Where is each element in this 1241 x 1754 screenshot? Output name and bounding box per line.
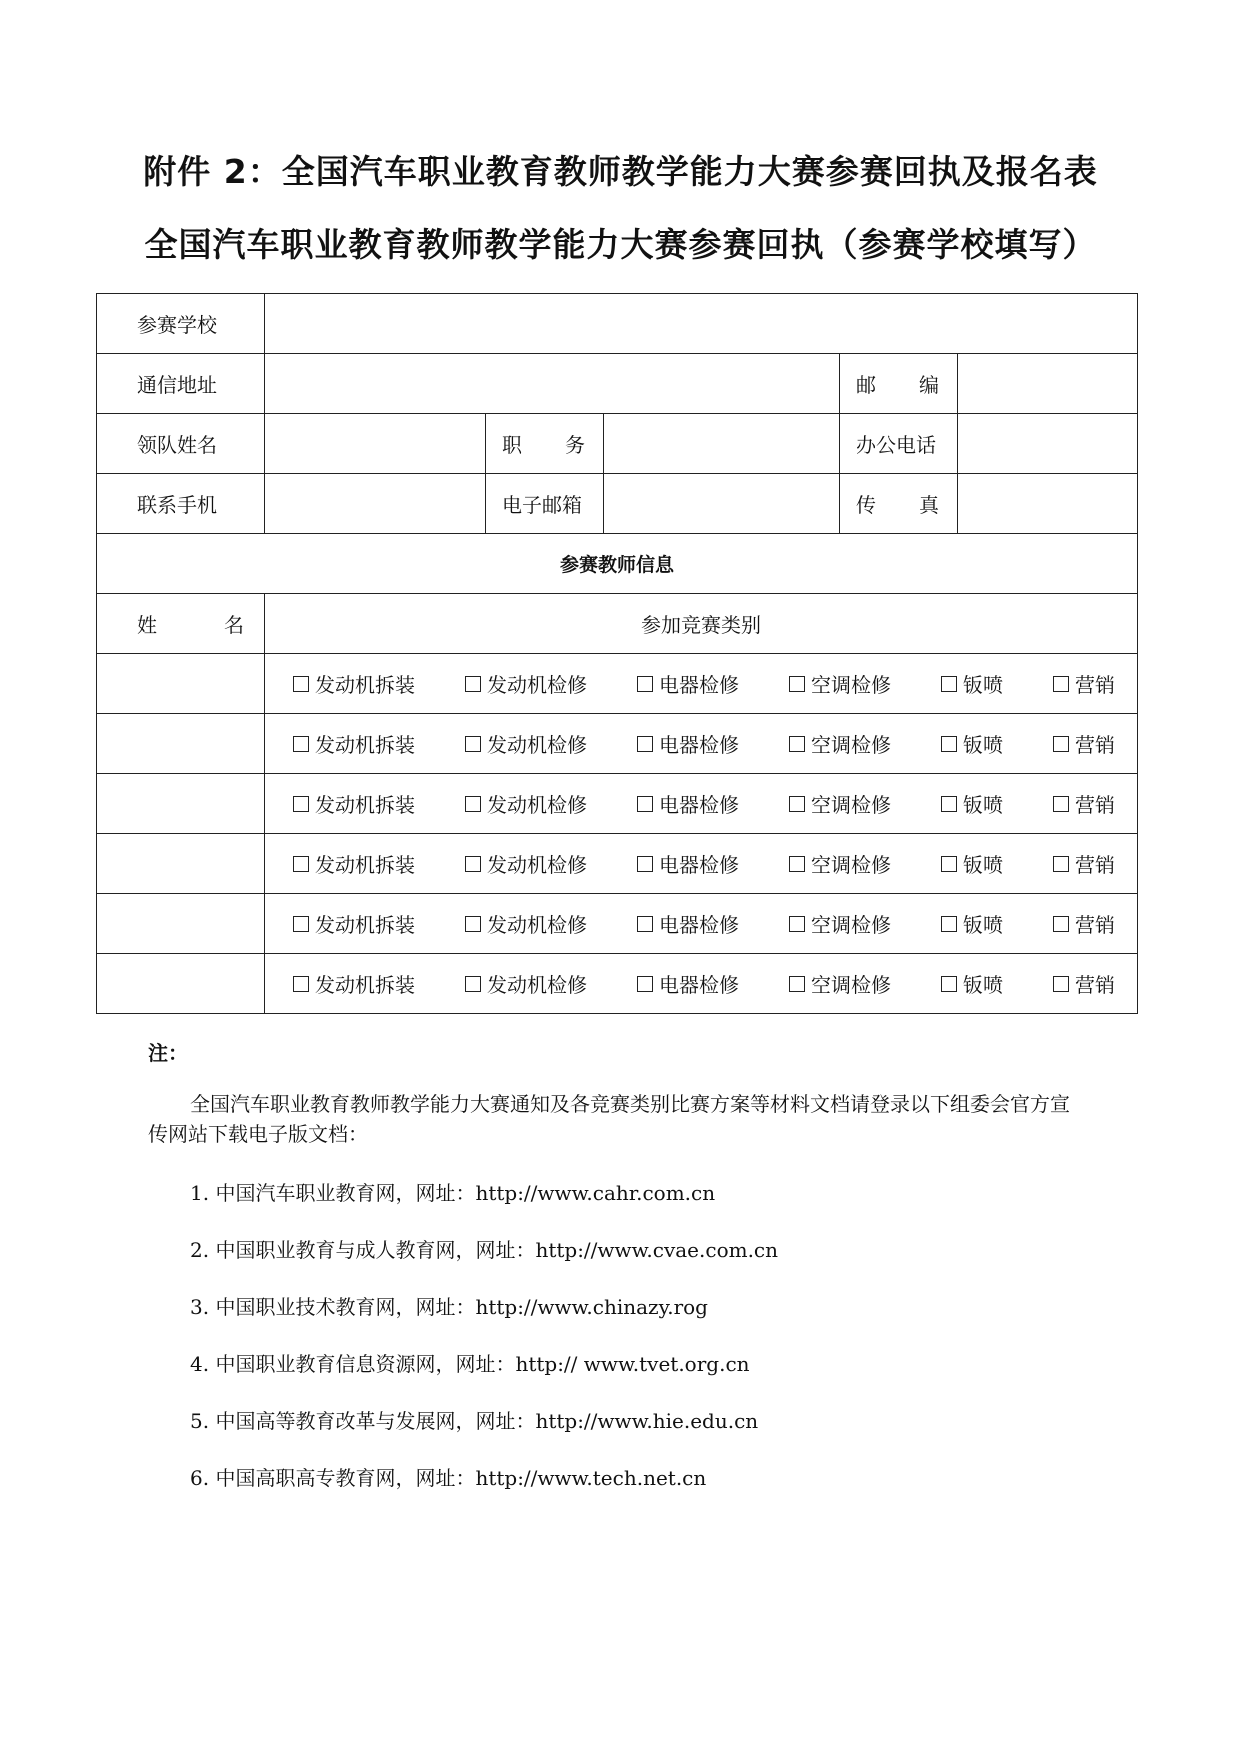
category-label: 钣喷 [963, 853, 1003, 877]
category-option[interactable] [637, 729, 739, 758]
registration-form-table [96, 293, 1138, 1014]
checkbox-icon[interactable] [941, 976, 957, 992]
document-title: 附件 2：全国汽车职业教育教师教学能力大赛参赛回执及报名表 [143, 152, 1098, 191]
category-label: 发动机拆装 [315, 673, 415, 697]
category-option[interactable] [1053, 969, 1115, 998]
address-label: 通信地址 [97, 354, 265, 414]
fax-label: 传 真 [840, 474, 958, 534]
category-option[interactable] [293, 909, 415, 938]
mobile-label: 联系手机 [97, 474, 265, 534]
teacher-section-title: 参赛教师信息 [97, 534, 1138, 594]
website-item: 5. 中国高等教育改革与发展网，网址：http://www.hie.edu.cn [190, 1409, 759, 1433]
category-label: 营销 [1075, 733, 1115, 757]
position-field[interactable] [604, 414, 840, 474]
checkbox-icon[interactable] [465, 676, 481, 692]
checkbox-icon[interactable] [293, 916, 309, 932]
teacher-name-field[interactable] [97, 954, 265, 1014]
form-row-leader [97, 414, 1138, 474]
school-label: 参赛学校 [97, 294, 265, 354]
category-label: 钣喷 [963, 973, 1003, 997]
category-options [265, 954, 1138, 1014]
form-title: 全国汽车职业教育教师教学能力大赛参赛回执（参赛学校填写） [144, 225, 1097, 264]
teacher-row [97, 714, 1138, 774]
category-option[interactable] [789, 849, 891, 878]
category-option[interactable] [637, 909, 739, 938]
category-option[interactable] [465, 909, 587, 938]
form-row-contact [97, 474, 1138, 534]
category-label: 电器检修 [659, 733, 739, 757]
teacher-name-field[interactable] [97, 834, 265, 894]
checkbox-icon[interactable] [941, 676, 957, 692]
website-item: 4. 中国职业教育信息资源网，网址：http:// www.tvet.org.cn [190, 1352, 750, 1376]
teacher-name-field[interactable] [97, 894, 265, 954]
category-label: 空调检修 [811, 733, 891, 757]
category-header: 参加竞赛类别 [265, 594, 1138, 654]
form-row-school [97, 294, 1138, 354]
category-option[interactable] [789, 909, 891, 938]
checkbox-icon[interactable] [941, 736, 957, 752]
category-option[interactable] [465, 729, 587, 758]
category-option[interactable] [941, 729, 1003, 758]
checkbox-icon[interactable] [293, 736, 309, 752]
category-option[interactable] [465, 969, 587, 998]
teacher-row [97, 894, 1138, 954]
checkbox-icon[interactable] [293, 976, 309, 992]
fax-field[interactable] [958, 474, 1138, 534]
checkbox-icon[interactable] [637, 796, 653, 812]
checkbox-icon[interactable] [637, 976, 653, 992]
address-field[interactable] [265, 354, 840, 414]
category-label: 营销 [1075, 793, 1115, 817]
category-option[interactable] [637, 849, 739, 878]
category-label: 钣喷 [963, 673, 1003, 697]
category-options [265, 894, 1138, 954]
checkbox-icon[interactable] [789, 976, 805, 992]
notes-heading: 注： [148, 1041, 188, 1065]
category-label: 空调检修 [811, 793, 891, 817]
checkbox-icon[interactable] [941, 796, 957, 812]
category-option[interactable] [465, 789, 587, 818]
category-label: 钣喷 [963, 913, 1003, 937]
category-label: 空调检修 [811, 853, 891, 877]
category-label: 空调检修 [811, 973, 891, 997]
category-option[interactable] [293, 789, 415, 818]
category-option[interactable] [941, 669, 1003, 698]
teacher-row [97, 654, 1138, 714]
checkbox-icon[interactable] [637, 736, 653, 752]
category-label: 发动机检修 [487, 973, 587, 997]
teacher-row [97, 834, 1138, 894]
leader-name-label: 领队姓名 [97, 414, 265, 474]
category-label: 发动机拆装 [315, 913, 415, 937]
form-row-header [97, 594, 1138, 654]
email-field[interactable] [604, 474, 840, 534]
category-label: 电器检修 [659, 853, 739, 877]
category-label: 发动机检修 [487, 793, 587, 817]
checkbox-icon[interactable] [465, 856, 481, 872]
checkbox-icon[interactable] [293, 676, 309, 692]
checkbox-icon[interactable] [789, 676, 805, 692]
checkbox-icon[interactable] [1053, 736, 1069, 752]
category-label: 电器检修 [659, 793, 739, 817]
category-option[interactable] [293, 969, 415, 998]
category-label: 钣喷 [963, 733, 1003, 757]
category-label: 营销 [1075, 913, 1115, 937]
checkbox-icon[interactable] [465, 736, 481, 752]
category-option[interactable] [637, 789, 739, 818]
checkbox-icon[interactable] [789, 916, 805, 932]
category-label: 营销 [1075, 853, 1115, 877]
category-option[interactable] [941, 969, 1003, 998]
checkbox-icon[interactable] [465, 796, 481, 812]
office-phone-label: 办公电话 [840, 414, 958, 474]
form-row-section [97, 534, 1138, 594]
teacher-row [97, 954, 1138, 1014]
school-field[interactable] [265, 294, 1138, 354]
category-options [265, 654, 1138, 714]
category-options [265, 834, 1138, 894]
checkbox-icon[interactable] [637, 856, 653, 872]
name-header: 姓 名 [97, 594, 265, 654]
teacher-rows [97, 654, 1138, 1014]
category-option[interactable] [1053, 789, 1115, 818]
website-item: 1. 中国汽车职业教育网，网址：http://www.cahr.com.cn [190, 1181, 716, 1205]
category-label: 电器检修 [659, 913, 739, 937]
checkbox-icon[interactable] [1053, 856, 1069, 872]
category-option[interactable] [789, 789, 891, 818]
checkbox-icon[interactable] [789, 736, 805, 752]
category-label: 发动机检修 [487, 913, 587, 937]
teacher-name-field[interactable] [97, 774, 265, 834]
checkbox-icon[interactable] [789, 796, 805, 812]
teacher-name-field[interactable] [97, 714, 265, 774]
category-options [265, 714, 1138, 774]
category-option[interactable] [1053, 849, 1115, 878]
position-label: 职 务 [486, 414, 604, 474]
checkbox-icon[interactable] [941, 916, 957, 932]
mobile-field[interactable] [265, 474, 486, 534]
leader-name-field[interactable] [265, 414, 486, 474]
email-label: 电子邮箱 [486, 474, 604, 534]
category-label: 发动机拆装 [315, 793, 415, 817]
website-item: 3. 中国职业技术教育网，网址：http://www.chinazy.rog [190, 1295, 708, 1319]
category-option[interactable] [465, 669, 587, 698]
checkbox-icon[interactable] [465, 916, 481, 932]
category-label: 钣喷 [963, 793, 1003, 817]
website-item: 6. 中国高职高专教育网，网址：http://www.tech.net.cn [190, 1466, 707, 1490]
category-options [265, 774, 1138, 834]
form-row-address [97, 354, 1138, 414]
category-label: 发动机拆装 [315, 973, 415, 997]
postcode-field[interactable] [958, 354, 1138, 414]
notes-paragraph: 全国汽车职业教育教师教学能力大赛通知及各竞赛类别比赛方案等材料文档请登录以下组委会官方宣传网站下载电子版文档： [148, 1092, 1070, 1146]
category-option[interactable] [1053, 669, 1115, 698]
checkbox-icon[interactable] [637, 916, 653, 932]
checkbox-icon[interactable] [465, 976, 481, 992]
category-label: 空调检修 [811, 913, 891, 937]
website-item: 2. 中国职业教育与成人教育网，网址：http://www.cvae.com.cn [190, 1238, 779, 1262]
category-label: 发动机检修 [487, 733, 587, 757]
checkbox-icon[interactable] [1053, 976, 1069, 992]
category-label: 发动机检修 [487, 853, 587, 877]
category-option[interactable] [637, 969, 739, 998]
category-option[interactable] [789, 729, 891, 758]
checkbox-icon[interactable] [1053, 916, 1069, 932]
category-option[interactable] [293, 669, 415, 698]
checkbox-icon[interactable] [293, 796, 309, 812]
category-label: 发动机拆装 [315, 853, 415, 877]
category-option[interactable] [1053, 909, 1115, 938]
category-option[interactable] [941, 789, 1003, 818]
category-option[interactable] [789, 969, 891, 998]
checkbox-icon[interactable] [1053, 796, 1069, 812]
checkbox-icon[interactable] [789, 856, 805, 872]
category-label: 发动机拆装 [315, 733, 415, 757]
category-label: 电器检修 [659, 973, 739, 997]
checkbox-icon[interactable] [941, 856, 957, 872]
category-option[interactable] [637, 669, 739, 698]
category-option[interactable] [1053, 729, 1115, 758]
category-label: 营销 [1075, 673, 1115, 697]
category-label: 电器检修 [659, 673, 739, 697]
website-list [190, 1178, 778, 1520]
category-label: 空调检修 [811, 673, 891, 697]
category-option[interactable] [293, 849, 415, 878]
checkbox-icon[interactable] [1053, 676, 1069, 692]
teacher-row [97, 774, 1138, 834]
category-option[interactable] [789, 669, 891, 698]
category-label: 营销 [1075, 973, 1115, 997]
office-phone-field[interactable] [958, 414, 1138, 474]
category-option[interactable] [293, 729, 415, 758]
checkbox-icon[interactable] [293, 856, 309, 872]
checkbox-icon[interactable] [637, 676, 653, 692]
category-option[interactable] [941, 849, 1003, 878]
category-label: 发动机检修 [487, 673, 587, 697]
teacher-name-field[interactable] [97, 654, 265, 714]
category-option[interactable] [465, 849, 587, 878]
category-option[interactable] [941, 909, 1003, 938]
postcode-label: 邮 编 [840, 354, 958, 414]
